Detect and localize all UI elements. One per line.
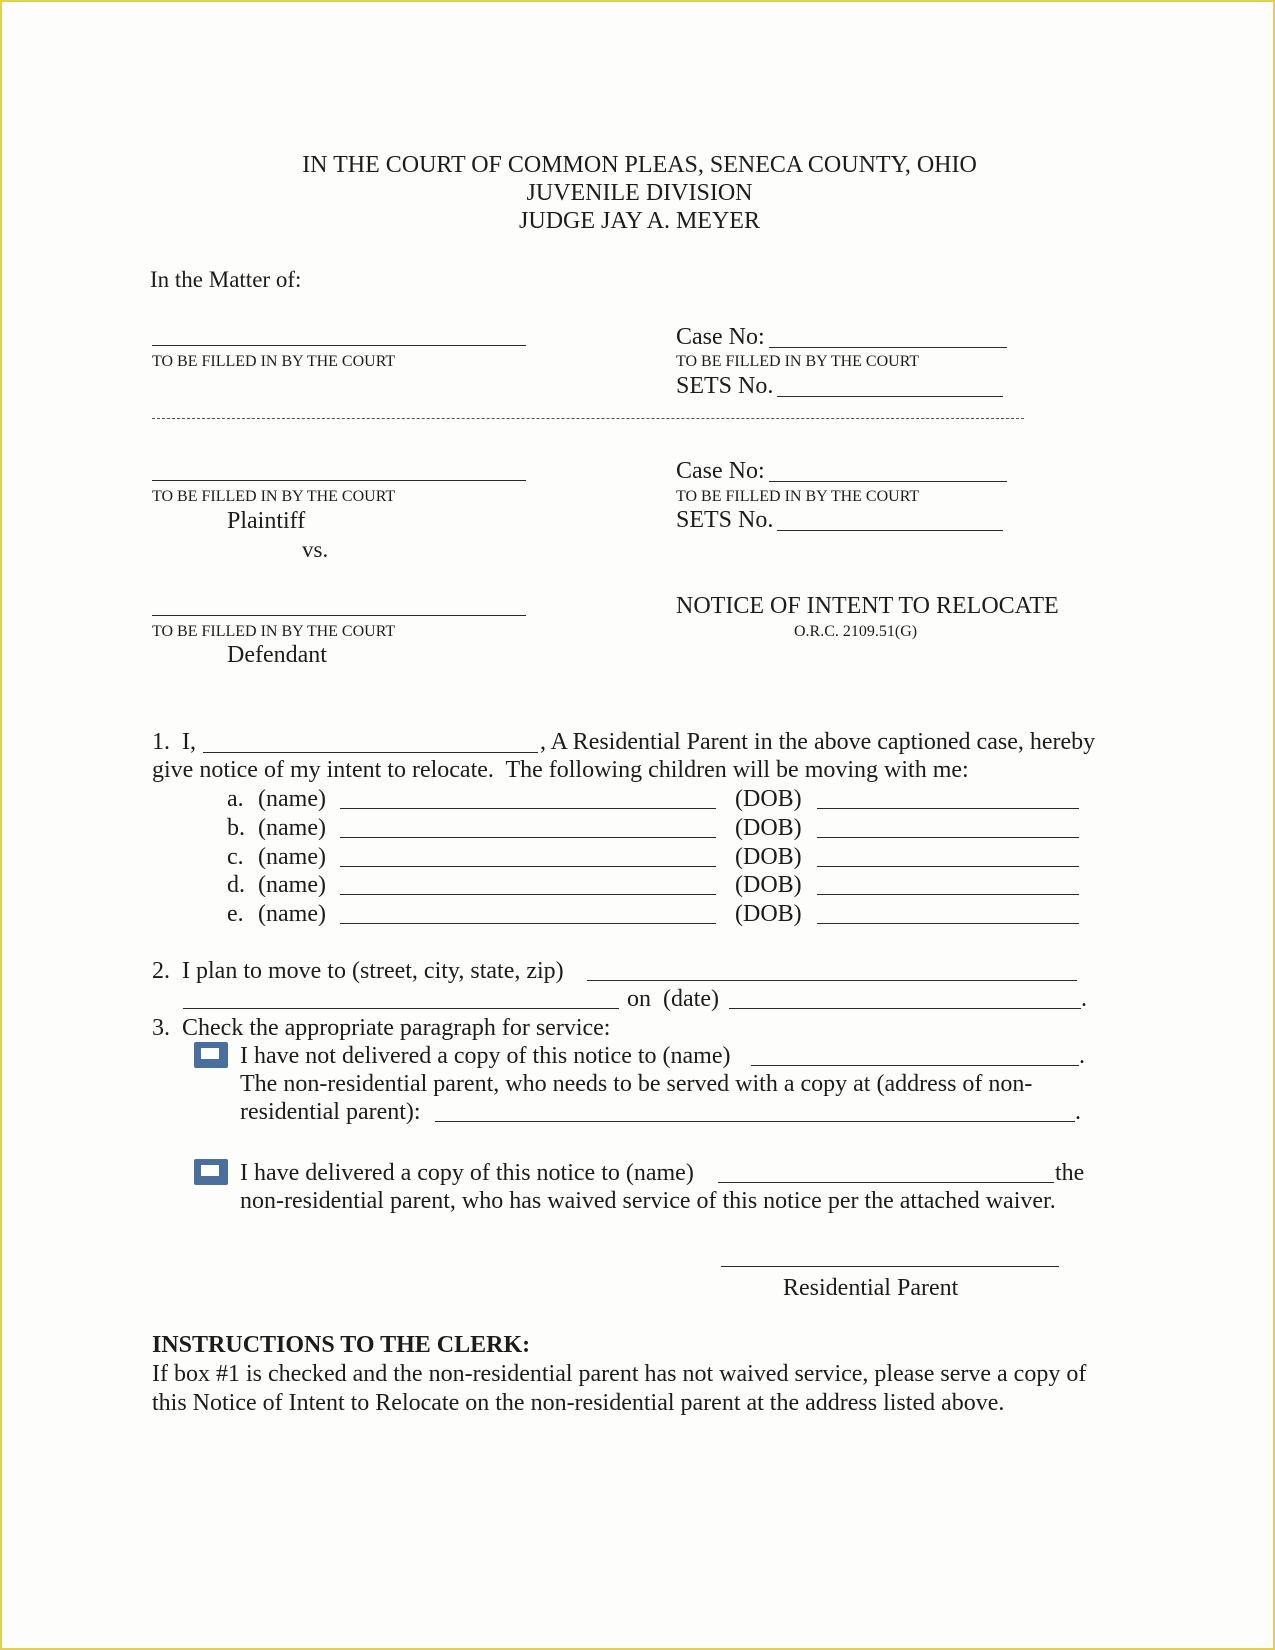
- child-dob-label: (DOB): [735, 844, 802, 870]
- child-letter: b.: [227, 815, 245, 841]
- signature-label: Residential Parent: [783, 1275, 959, 1301]
- case-no-label: Case No:: [676, 458, 765, 484]
- instructions-line1: If box #1 is checked and the non-residential parent has not waived service, please serve a copy of: [152, 1361, 1087, 1387]
- judge-title: JUDGE JAY A. MEYER: [519, 208, 760, 234]
- section-divider: [152, 418, 1024, 419]
- defendant-label: Defendant: [227, 642, 327, 668]
- child-dob-field[interactable]: [817, 837, 1079, 838]
- option1-line3: residential parent):: [240, 1099, 421, 1125]
- child-dob-label: (DOB): [735, 872, 802, 898]
- period: .: [1075, 1099, 1081, 1125]
- child-name-label: (name): [258, 872, 326, 898]
- case-no-field[interactable]: [769, 481, 1007, 482]
- child-dob-field[interactable]: [817, 866, 1079, 867]
- court-fill-note: TO BE FILLED IN BY THE COURT: [152, 623, 396, 640]
- item1-suffix: , A Residential Parent in the above captioned case, hereby: [540, 729, 1096, 755]
- sets-no-field[interactable]: [777, 396, 1003, 397]
- address-field[interactable]: [587, 980, 1077, 981]
- option1-address-field[interactable]: [435, 1121, 1075, 1122]
- option1-name-field[interactable]: [751, 1065, 1079, 1066]
- child-dob-label: (DOB): [735, 786, 802, 812]
- parent-name-field[interactable]: [203, 752, 538, 753]
- child-letter: a.: [227, 786, 244, 812]
- child-name-label: (name): [258, 786, 326, 812]
- court-fill-note: TO BE FILLED IN BY THE COURT: [152, 353, 396, 370]
- court-fill-note: TO BE FILLED IN BY THE COURT: [152, 488, 396, 505]
- option2-name-field[interactable]: [718, 1182, 1054, 1183]
- service-option-1-checkbox[interactable]: [194, 1042, 228, 1068]
- instructions-heading: INSTRUCTIONS TO THE CLERK:: [152, 1332, 531, 1358]
- child-name-field[interactable]: [340, 894, 716, 895]
- option2-line1: I have delivered a copy of this notice to (name): [240, 1160, 694, 1186]
- court-fill-note: TO BE FILLED IN BY THE COURT: [676, 353, 920, 370]
- sets-no-label: SETS No.: [676, 373, 774, 399]
- item2-prefix: 2. I plan to move to (street, city, state, zip): [152, 958, 564, 984]
- child-name-field[interactable]: [340, 866, 716, 867]
- matter-name-field[interactable]: [152, 345, 526, 346]
- child-letter: d.: [227, 872, 245, 898]
- child-dob-label: (DOB): [735, 901, 802, 927]
- item1-prefix: 1. I,: [152, 729, 196, 755]
- court-title: IN THE COURT OF COMMON PLEAS, SENECA COUNTY, OHIO: [302, 152, 977, 178]
- child-name-field[interactable]: [340, 837, 716, 838]
- child-dob-field[interactable]: [817, 894, 1079, 895]
- option2-line2: non-residential parent, who has waived service of this notice per the attached waiver.: [240, 1188, 1056, 1214]
- case-no-field[interactable]: [769, 347, 1007, 348]
- orc-citation: O.R.C. 2109.51(G): [794, 623, 918, 640]
- division-title: JUVENILE DIVISION: [526, 180, 753, 206]
- child-name-field[interactable]: [340, 808, 716, 809]
- child-dob-label: (DOB): [735, 815, 802, 841]
- sets-no-label: SETS No.: [676, 507, 774, 533]
- instructions-line2: this Notice of Intent to Relocate on the non-residential parent at the address listed above.: [152, 1390, 1005, 1416]
- child-name-field[interactable]: [340, 923, 716, 924]
- sets-no-field[interactable]: [777, 530, 1003, 531]
- service-option-2-checkbox[interactable]: [194, 1159, 228, 1185]
- period: .: [1079, 1043, 1085, 1069]
- item3-heading: 3. Check the appropriate paragraph for service:: [152, 1015, 611, 1041]
- child-name-label: (name): [258, 844, 326, 870]
- notice-title: NOTICE OF INTENT TO RELOCATE: [676, 593, 1059, 619]
- child-dob-field[interactable]: [817, 923, 1079, 924]
- item1-line2: give notice of my intent to relocate. The following children will be moving with me:: [152, 757, 969, 783]
- defendant-name-field[interactable]: [152, 615, 526, 616]
- plaintiff-name-field[interactable]: [152, 480, 526, 481]
- option1-line1: I have not delivered a copy of this notice to (name): [240, 1043, 731, 1069]
- child-name-label: (name): [258, 901, 326, 927]
- option1-line2: The non-residential parent, who needs to be served with a copy at (address of non-: [240, 1071, 1033, 1097]
- child-letter: c.: [227, 844, 244, 870]
- case-no-label: Case No:: [676, 324, 765, 350]
- plaintiff-label: Plaintiff: [227, 508, 306, 534]
- move-date-field[interactable]: [729, 1008, 1081, 1009]
- child-name-label: (name): [258, 815, 326, 841]
- period: .: [1081, 986, 1087, 1012]
- child-letter: e.: [227, 901, 244, 927]
- option2-the: the: [1055, 1160, 1085, 1186]
- matter-of-label: In the Matter of:: [150, 267, 302, 292]
- vs-label: vs.: [302, 537, 329, 562]
- court-fill-note: TO BE FILLED IN BY THE COURT: [676, 488, 920, 505]
- on-date-label: on (date): [627, 986, 719, 1012]
- address-field-continued[interactable]: [183, 1008, 619, 1009]
- child-dob-field[interactable]: [817, 808, 1079, 809]
- signature-field[interactable]: [721, 1266, 1059, 1267]
